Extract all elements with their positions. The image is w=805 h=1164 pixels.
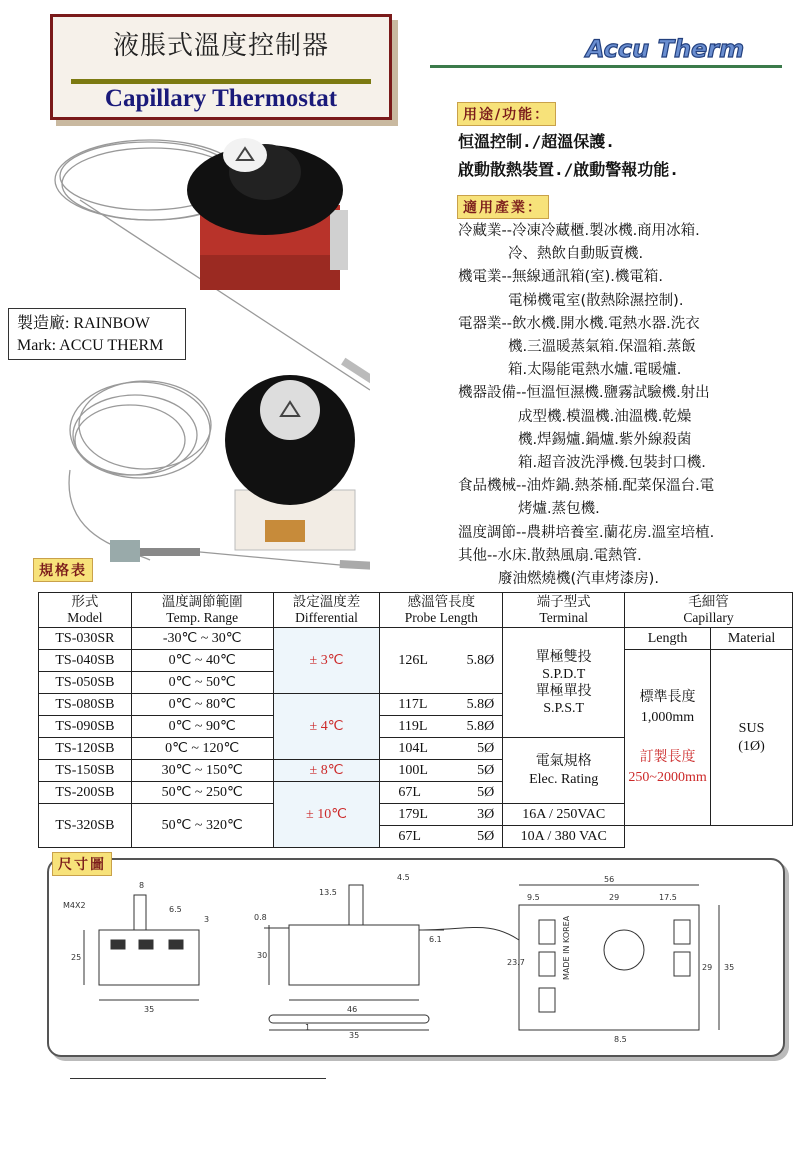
- industry-row: [458, 545, 803, 591]
- industry-row: [458, 313, 803, 383]
- header-terminal: 端子型式 Terminal: [503, 593, 625, 628]
- svg-text:35: 35: [349, 1031, 360, 1040]
- industry-text: 農耕培養室.蘭花房.溫室培植.: [526, 524, 715, 541]
- industry-category: 冷藏業--: [458, 223, 512, 239]
- svg-text:9.5: 9.5: [527, 893, 540, 902]
- manufacturer-box: [8, 308, 186, 360]
- title-chinese: 液脹式溫度控制器: [112, 31, 329, 61]
- svg-text:8.5: 8.5: [614, 1035, 627, 1044]
- thermostat-bottom: [225, 375, 355, 550]
- svg-text:25: 25: [71, 953, 82, 962]
- probe-cell: 126L 5.8Ø: [380, 628, 503, 694]
- svg-text:M4X2: M4X2: [63, 901, 86, 910]
- svg-text:MADE IN KOREA: MADE IN KOREA: [562, 915, 571, 980]
- table-row: TS-090SB 0℃ ~ 90℃ 119L 5.8Ø: [39, 716, 793, 738]
- industry-text: 冷凍冷藏櫃.製冰機.商用冰箱.: [511, 223, 700, 239]
- industries-tag: 適用產業：: [457, 195, 549, 219]
- capillary-length-header: Length: [625, 628, 711, 650]
- svg-text:4.5: 4.5: [397, 873, 410, 882]
- top-view-body: [519, 905, 699, 1030]
- svg-text:1: 1: [305, 1023, 311, 1032]
- spec-table: [38, 592, 793, 848]
- thermostat-top: [187, 138, 348, 290]
- industry-text: 冷、熱飲自動販賣機.: [508, 246, 644, 263]
- table-row: TS-040SB 0℃ ~ 40℃ 標準長度 1,000mm 訂製長度 250~2000mm SUS (1Ø): [39, 650, 793, 672]
- industry-text: 油炸鍋.熱茶桶.配菜保溫台.電: [526, 478, 715, 495]
- spec-tag: 規格表: [33, 558, 93, 582]
- side-view-body: [99, 930, 199, 985]
- svg-text:29: 29: [702, 963, 713, 972]
- svg-text:6.1: 6.1: [429, 935, 442, 944]
- table-row: TS-030SR -30℃ ~ 30℃ ± 3℃ 126L 5.8Ø 單極雙投 S.P.D.T 單極單投 S.P.S.T Length Material: [39, 628, 793, 650]
- industry-row: [458, 382, 803, 475]
- table-row: 67L 5Ø 10A / 380 VAC: [39, 826, 793, 848]
- industry-row: [458, 475, 803, 521]
- industry-text: 廢油燃燒機(汽車烤漆房).: [498, 571, 659, 588]
- usage-tag: 用途/功能：: [457, 102, 556, 126]
- table-row: TS-320SB 50℃ ~ 320℃ 179L 3Ø 16A / 250VAC: [39, 804, 793, 826]
- accu-therm-logo: [565, 35, 765, 63]
- header-model: 形式 Model: [39, 593, 132, 628]
- svg-text:35: 35: [724, 963, 735, 972]
- rating-cell: 電氣規格 Elec. Rating: [503, 738, 625, 804]
- table-row: TS-200SB 50℃ ~ 250℃ ± 10℃ 67L 5Ø: [39, 782, 793, 804]
- usage-line-1: 恒溫控制./超溫保護.: [458, 132, 615, 151]
- manufacturer-factory: 製造廠: RAINBOW: [17, 315, 150, 332]
- svg-text:29: 29: [609, 893, 620, 902]
- table-row: TS-150SB 30℃ ~ 150℃ ± 8℃ 100L 5Ø: [39, 760, 793, 782]
- title-divider: [71, 79, 371, 84]
- header-range: 溫度調節範圍 Temp. Range: [131, 593, 273, 628]
- svg-text:3: 3: [204, 915, 210, 924]
- industry-text: 烤爐.蒸包機.: [518, 501, 600, 518]
- industry-text: 箱.超音波洗淨機.包裝封口機.: [518, 455, 706, 472]
- svg-text:0.8: 0.8: [254, 913, 267, 922]
- side-view-shaft: [134, 895, 146, 930]
- usage-line-2: 啟動散熱裝置./啟動警報功能.: [458, 160, 679, 179]
- table-row: TS-120SB 0℃ ~ 120℃ 104L 5Ø 電氣規格 Elec. Rating: [39, 738, 793, 760]
- front-view-shaft: [349, 885, 363, 925]
- svg-text:30: 30: [257, 951, 268, 960]
- svg-text:17.5: 17.5: [659, 893, 677, 902]
- svg-text:35: 35: [144, 1005, 155, 1014]
- industry-row: [458, 266, 803, 312]
- table-row: TS-050SB 0℃ ~ 50℃: [39, 672, 793, 694]
- diff-cell: ± 3℃: [273, 628, 380, 694]
- dimension-drawing-box: [47, 858, 785, 1057]
- dimension-tag: 尺寸圖: [52, 852, 112, 876]
- industry-text: 水床.散熱風扇.電熱管.: [497, 547, 642, 564]
- svg-text:6.5: 6.5: [169, 905, 182, 914]
- table-row: TS-080SB 0℃ ~ 80℃ ± 4℃ 117L 5.8Ø: [39, 694, 793, 716]
- industries-list: [458, 220, 803, 591]
- industry-row: [458, 220, 803, 266]
- industry-category: 機電業--: [458, 269, 512, 286]
- industry-text: 無線通訊箱(室).機電箱.: [511, 269, 664, 286]
- header-probe: 感溫管長度 Probe Length: [380, 593, 503, 628]
- probe-drawing: [269, 1015, 429, 1023]
- diff-cell: ± 4℃: [273, 694, 380, 760]
- industry-row: [458, 522, 803, 545]
- manufacturer-mark: Mark: ACCU THERM: [17, 337, 164, 354]
- industry-text: 成型機.模溫機.油溫機.乾燥: [518, 408, 692, 425]
- terminal-cell: 單極雙投 S.P.D.T 單極單投 S.P.S.T: [503, 628, 625, 738]
- industry-category: 機器設備--: [458, 385, 527, 402]
- title-box: [50, 14, 392, 120]
- diff-cell: ± 8℃: [273, 760, 380, 782]
- table-header-row: [39, 593, 793, 628]
- industry-text: 恒溫恒濕機.鹽霧試驗機.射出: [526, 385, 710, 402]
- svg-text:23.7: 23.7: [507, 958, 525, 967]
- logo-text: Accu Therm: [585, 35, 745, 63]
- header-diff: 設定溫度差 Differential: [273, 593, 380, 628]
- footer-rule: [70, 1078, 326, 1079]
- industry-category: 電器業--: [458, 315, 512, 332]
- dimension-drawings: [49, 860, 783, 1055]
- front-view-body: [289, 925, 419, 985]
- industry-category: 溫度調節--: [458, 524, 527, 541]
- industry-text: 電梯機電室(散熱除濕控制).: [508, 292, 684, 309]
- svg-text:56: 56: [604, 875, 615, 884]
- header-capillary: 毛細管 Capillary: [625, 593, 793, 628]
- industry-text: 飲水機.開水機.電熱水器.洗衣: [511, 315, 700, 332]
- title-english: Capillary Thermostat: [104, 85, 338, 112]
- capillary-length-cell: 標準長度 1,000mm 訂製長度 250~2000mm: [625, 650, 711, 826]
- svg-text:8: 8: [139, 881, 145, 890]
- capillary-material-header: Material: [711, 628, 793, 650]
- industry-category: 其他--: [458, 547, 498, 564]
- capillary-coil-bottom: [69, 381, 211, 560]
- svg-text:13.5: 13.5: [319, 888, 337, 897]
- industry-text: 箱.太陽能電熱水爐.電暖爐.: [508, 362, 682, 379]
- industry-category: 食品機械--: [458, 478, 527, 495]
- header-rule: [430, 65, 782, 68]
- diff-cell: ± 10℃: [273, 782, 380, 848]
- capillary-material-cell: SUS (1Ø): [711, 650, 793, 826]
- probe-top: [341, 358, 370, 388]
- industry-text: 機.焊錫爐.鍋爐.紫外線殺菌: [518, 431, 692, 448]
- industry-text: 機.三溫暖蒸氣箱.保溫箱.蒸飯: [508, 339, 696, 356]
- svg-text:46: 46: [347, 1005, 358, 1014]
